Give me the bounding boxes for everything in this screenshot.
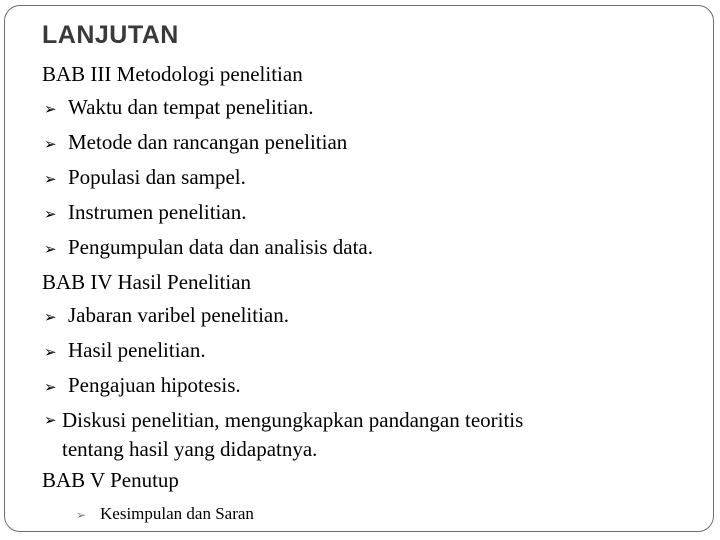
list-item: ➢ Kesimpulan dan Saran xyxy=(42,501,702,528)
slide-title: LANJUTAN xyxy=(42,21,179,49)
list-item: ➢ Hasil penelitian. xyxy=(42,334,702,369)
chapter-heading-bab-4: BAB IV Hasil Penelitian xyxy=(42,270,252,294)
chapter-heading-bab-5: BAB V Penutup xyxy=(42,468,179,492)
arrowhead-bullet-icon: ➢ xyxy=(44,135,57,153)
list-item-wrapped xyxy=(42,404,702,464)
list-item: ➢ Instrumen penelitian. xyxy=(42,196,702,231)
slide-content xyxy=(42,58,702,528)
arrowhead-bullet-icon: ➢ xyxy=(44,411,57,429)
chapter-heading-bab-3: BAB III Metodologi penelitian xyxy=(42,62,303,86)
arrowhead-bullet-icon: ➢ xyxy=(44,240,57,258)
wrapped-line-2: tentang hasil yang didapatnya. xyxy=(62,437,318,461)
list-item: ➢ Metode dan rancangan penelitian xyxy=(42,126,702,161)
arrowhead-bullet-icon: ➢ xyxy=(44,170,57,188)
arrowhead-bullet-icon: ➢ xyxy=(44,308,57,326)
arrowhead-bullet-icon: ➢ xyxy=(44,205,57,223)
list-item: ➢ Jabaran varibel penelitian. xyxy=(42,299,702,334)
list-item: ➢ Populasi dan sampel. xyxy=(42,161,702,196)
list-item: ➢ Pengumpulan data dan analisis data. xyxy=(42,231,702,266)
arrowhead-bullet-icon: ➢ xyxy=(44,343,57,361)
list-item: ➢ Pengajuan hipotesis. xyxy=(42,369,702,404)
arrowhead-bullet-icon: ➢ xyxy=(44,378,57,396)
wrapped-line-1: Diskusi penelitian, mengungkapkan pandangan teoritis xyxy=(62,408,524,432)
arrowhead-bullet-icon: ➢ xyxy=(44,100,57,118)
list-item: ➢ Waktu dan tempat penelitian. xyxy=(42,91,702,126)
arrowhead-bullet-icon: ➢ xyxy=(76,508,87,522)
